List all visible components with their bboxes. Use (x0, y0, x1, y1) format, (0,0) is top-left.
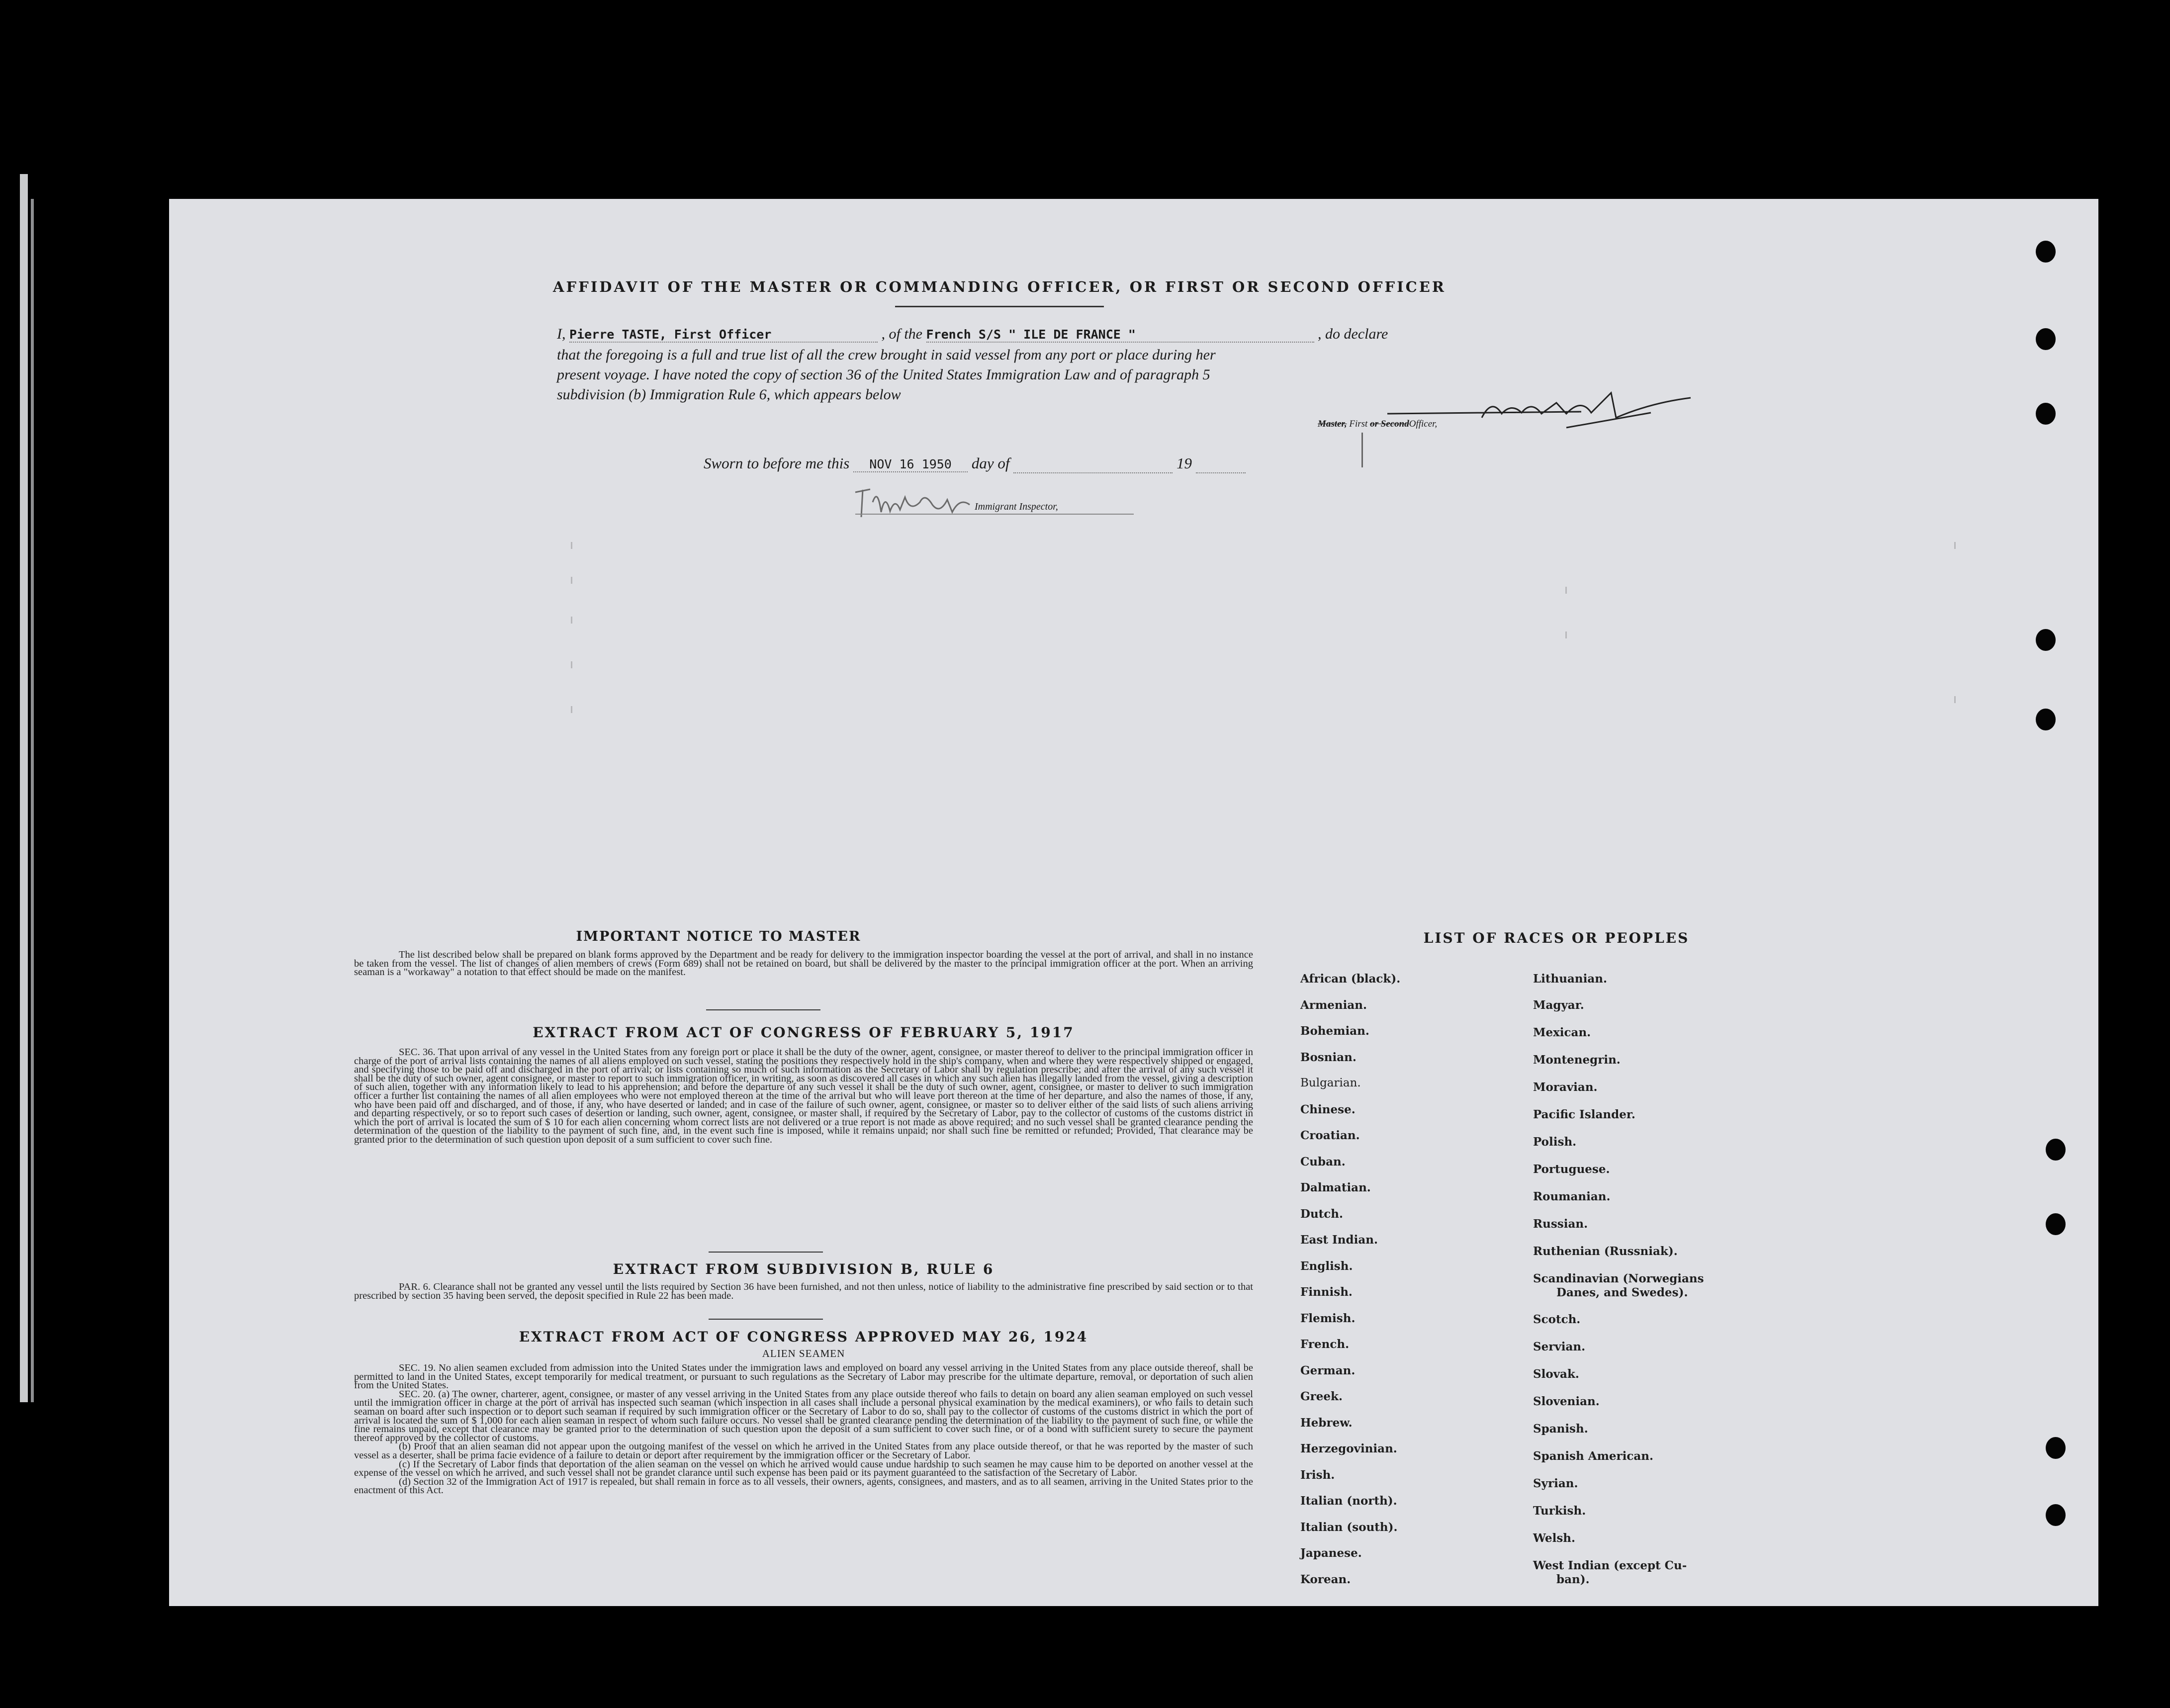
faint-mark (571, 661, 572, 668)
faint-mark (571, 617, 572, 624)
faint-mark (1565, 631, 1567, 638)
sec20c-paragraph: (c) If the Secretary of Labor finds that deportation of the alien seaman on the vessel on which he arrived would cause undue hardship to such seamen he may cause him to be deported on another vessel at the expense of the vessel on which he arrived, and such vessel shall not be grandet clarance until such expense has been paid or its payment guaranteed to the satisfaction of the Secretary of Labor. (354, 1458, 1253, 1479)
notice-text: The list described below shall be prepared on blank forms approved by the Department and be ready for delivery to the immigration inspector boarding the vessel at the port of arrival, and shall in no instance be taken from the vessel. The list of changes of alien members of crews (Form 689) shall not be retained on board, but shall be delivered by the master to the principal immigration officer at the port. When an arriving seaman is a "workaway" a notation to that effect should be made on the manifest. (354, 949, 1253, 978)
faint-mark (1954, 696, 1956, 703)
race-item: Flemish. (1300, 1312, 1356, 1325)
second-struck: or Second (1370, 419, 1409, 429)
race-item: Spanish American. (1533, 1449, 1654, 1463)
race-item: Scotch. (1533, 1313, 1581, 1326)
inspector-signature (850, 482, 980, 522)
race-item: Slovak. (1533, 1367, 1579, 1381)
notice-rule (706, 1009, 820, 1010)
race-item: Chinese. (1300, 1103, 1356, 1116)
of-the-text: , of the (881, 326, 922, 342)
race-item: Dalmatian. (1300, 1181, 1371, 1194)
race-item: Russian. (1533, 1217, 1588, 1231)
sworn-line (704, 454, 1400, 473)
film-edge-line (31, 199, 34, 1402)
sec20a-paragraph: SEC. 20. (a) The owner, charterer, agent, consignee, or master of any vessel arriving in the United States from any place outside thereof who fails to detain on board any alien seaman employed on such vessel until the immigration officer in charge at the port of arrival has inspected such seaman (which inspection in all cases shall include a personal physical examination by the medical examiners), or who fails to detain such seaman on board after such inspection or to deport such seaman if required by such immigration officer or the Secretary of Labor to do so, shall pay to the collector of customs of the customs district in which the port of arrival is located the sum of $ 1,000 for each alien seaman in respect of whom such failure occurs. No vessel shall be granted clearance pending the determination of the liability to the payment of such fine, or while the fine remains unpaid, except that clearance may be granted prior to the determination of such question upon the deposit of a sum sufficient to cover such fine, or of a bond with sufficient surety to secure the payment thereof approved by the collector of customs. (354, 1388, 1253, 1443)
faint-mark (1565, 587, 1567, 594)
race-item: Croatian. (1300, 1129, 1360, 1142)
race-item: English. (1300, 1259, 1353, 1273)
binder-hole (2036, 403, 2056, 425)
declaration-i: I, (557, 326, 566, 342)
extract-1917-rule (709, 1252, 823, 1253)
sec19-paragraph: SEC. 19. No alien seamen excluded from admission into the United States under the immigration laws and employed on board any vessel arriving in the United States from any place outside thereof, shall be permitted to land in the United States, except temporarily for medical treatment, or pursuant to such regulations as the Secretary of Labor may prescribe for the ultimate departure, removal, or deportation of such alien from the United States. (354, 1362, 1253, 1391)
race-item: Dutch. (1300, 1207, 1344, 1221)
race-item: Lithuanian. (1533, 972, 1607, 986)
film-edge-strip (20, 174, 28, 1402)
race-item: Moravian. (1533, 1080, 1598, 1094)
binder-hole (2046, 1437, 2066, 1459)
extract-1917-title: EXTRACT FROM ACT OF CONGRESS OF FEBRUARY 5, 1917 (533, 1024, 1075, 1041)
race-item: Servian. (1533, 1340, 1586, 1353)
extract-rule6-title: EXTRACT FROM SUBDIVISION B, RULE 6 (613, 1261, 995, 1277)
binder-hole (2036, 328, 2056, 350)
declaration-line-4: subdivision (b) Immigration Rule 6, which appears below (557, 386, 901, 403)
race-item: ban). (1556, 1573, 1590, 1586)
race-item: Turkish. (1533, 1504, 1586, 1518)
race-item: Greek. (1300, 1390, 1343, 1403)
inspector-rule (855, 514, 1134, 515)
declaration-line-3: present voyage. I have noted the copy of section 36 of the United States Immigration Law and of paragraph 5 (557, 366, 1210, 383)
race-item: West Indian (except Cu- (1533, 1559, 1687, 1572)
extract-1924-body (354, 1364, 1253, 1495)
day-of-text: day of (971, 454, 1010, 472)
faint-mark (571, 577, 572, 584)
binder-hole (2046, 1213, 2066, 1235)
master-struck: Master, (1318, 419, 1347, 429)
binder-hole (2036, 709, 2056, 730)
officer-name: Pierre TASTE, First Officer (569, 327, 878, 343)
race-item: Pacific Islander. (1533, 1108, 1635, 1121)
race-item: Danes, and Swedes). (1556, 1286, 1688, 1299)
sworn-text: Sworn to before me this (704, 454, 850, 472)
declaration-line-2: that the foregoing is a full and true list of all the crew brought in said vessel from any port or place during her (557, 347, 1216, 363)
binder-hole (2046, 1504, 2066, 1526)
race-item: East Indian. (1300, 1233, 1378, 1247)
binder-hole (2036, 629, 2056, 651)
race-item: Portuguese. (1533, 1163, 1610, 1176)
officer-title-line (1318, 419, 1517, 430)
race-item: Finnish. (1300, 1285, 1353, 1299)
race-item: Japanese. (1300, 1546, 1362, 1560)
sec20d-paragraph: (d) Section 32 of the Immigration Act of 1917 is repealed, but shall remain in force as to all vessels, their owners, agents, consignees, and masters, and as to all seamen, arriving in the United States prior to the enactment of this Act. (354, 1476, 1253, 1496)
year-prefix: 19 (1176, 454, 1192, 472)
faint-mark (571, 542, 572, 549)
race-item: African (black). (1300, 972, 1401, 986)
race-item: Scandinavian (Norwegians (1533, 1272, 1704, 1285)
race-item: Syrian. (1533, 1477, 1578, 1490)
race-item: Montenegrin. (1533, 1053, 1621, 1067)
affidavit-title: AFFIDAVIT OF THE MASTER OR COMMANDING OFFICER, OR FIRST OR SECOND OFFICER (553, 278, 1446, 295)
extract-1917-text: SEC. 36. That upon arrival of any vessel in the United States from any foreign port or place it shall be the duty of the owner, agent, consignee, or master thereof to deliver to the principal immigration officer in charge of the port of arrival lists containing the names of all aliens employed on such vessel, stating the positions they respectively hold in the ship's company, when and where they were respectively shipped or engaged, and specifying those to be paid off and discharged in the port of arrival; or lists containing so much of such information as the Secretary of Labor shall by regulation prescribe; and after the arrival of any such vessel it shall be the duty of such owner, agent consignee, or master to report to such immigration officer, in writing, as soon as discovered all cases in which any such alien has illegally landed from the vessel, giving a description of such alien, together with any information likely to lead to his apprehension; and before the departure of any such vessel it shall be the duty of such owner, agent, consignee, or master to deliver to such immigration officer a further list containing the names of all alien employees who were not employed thereon at the time of the arrival but who will leave port thereon at the time of her departure, and also the names of those, if any, who have been paid off and discharged, and of those, if any, who have deserted or landed; and in case of the failure of such owner, agent, consignee, or master so to deliver either of the said lists of such aliens arriving and departing respectively, or so to report such cases of desertion or landing, such owner, agent, consignee, or master shall, if required by the Secretary of Labor, pay to the collector of customs of the customs district in which the port of arrival is located the sum of $ 10 for each alien concerning whom correct lists are not delivered or a true report is not made as above required; and no such vessel shall be granted clearance pending the determination of the question of the liability to the payment of such fine, and, in the event such fine is imposed, while it remains unpaid; nor shall such fine be remitted or refunded; Provided, That clearance may be granted prior to the determination of such question upon deposit of a sum sufficient to cover such fine. (354, 1047, 1253, 1145)
year-blank (1196, 454, 1246, 473)
races-title: LIST OF RACES OR PEOPLES (1423, 930, 1690, 946)
race-item: Mexican. (1533, 1026, 1591, 1039)
extract-1924-subtitle: ALIEN SEAMEN (762, 1348, 845, 1359)
officer-label: Officer, (1409, 419, 1438, 429)
race-item: Hebrew. (1300, 1416, 1353, 1430)
extract-1924-title: EXTRACT FROM ACT OF CONGRESS APPROVED MAY 26, 1924 (519, 1329, 1088, 1345)
document-page (169, 199, 2098, 1606)
extract-rule6-text: PAR. 6. Clearance shall not be granted any vessel until the lists required by Section 36 have been furnished, and not then unless, notice of liability to the administrative fine prescribed by said section or to that prescribed by section 35 having been served, the deposit specified in Rule 22 has been made. (354, 1281, 1253, 1301)
declaration-end: , do declare (1318, 326, 1388, 342)
race-item: Polish. (1533, 1135, 1577, 1149)
faint-mark (571, 706, 572, 713)
race-item: Magyar. (1533, 998, 1584, 1012)
race-item: Korean. (1300, 1573, 1351, 1586)
race-item: Slovenian. (1533, 1395, 1600, 1408)
faint-mark (1954, 542, 1956, 549)
sworn-date-stamp: NOV 16 1950 (853, 457, 968, 472)
sec20b-paragraph: (b) Proof that an alien seaman did not appear upon the outgoing manifest of the vessel on which he arrived in the United States from any place outside thereof, or that he was reported by the master of such vessel as a deserter, shall be prima facie evidence of a failure to detain or deport after requirement by the immigration officer or the Secretary of Labor. (354, 1441, 1253, 1461)
race-item: Italian (south). (1300, 1521, 1398, 1534)
race-item: Herzegovinian. (1300, 1442, 1397, 1455)
race-item: Bohemian. (1300, 1024, 1369, 1038)
notice-title: IMPORTANT NOTICE TO MASTER (576, 929, 861, 944)
race-item: French. (1300, 1338, 1350, 1351)
race-item: Bosnian. (1300, 1051, 1356, 1064)
binder-hole (2036, 241, 2056, 263)
extract-rule6-rule (709, 1319, 823, 1320)
vessel-name: French S/S " ILE DE FRANCE " (926, 327, 1314, 343)
race-item: German. (1300, 1364, 1356, 1377)
race-item: Bulgarian. (1300, 1077, 1361, 1089)
race-item: Italian (north). (1300, 1494, 1397, 1508)
race-item: Welsh. (1533, 1531, 1576, 1545)
race-item: Cuban. (1300, 1155, 1346, 1169)
declaration-line-1 (557, 326, 1681, 343)
race-item: Spanish. (1533, 1422, 1588, 1436)
race-item: Irish. (1300, 1468, 1335, 1482)
race-item: Armenian. (1300, 998, 1367, 1012)
inspector-label: Immigrant Inspector, (975, 501, 1058, 512)
first-label: First (1349, 419, 1368, 429)
title-underline (895, 306, 1104, 307)
binder-hole (2046, 1139, 2066, 1161)
race-item: Ruthenian (Russniak). (1533, 1245, 1678, 1258)
race-item: Roumanian. (1533, 1190, 1611, 1203)
month-blank (1013, 454, 1173, 473)
